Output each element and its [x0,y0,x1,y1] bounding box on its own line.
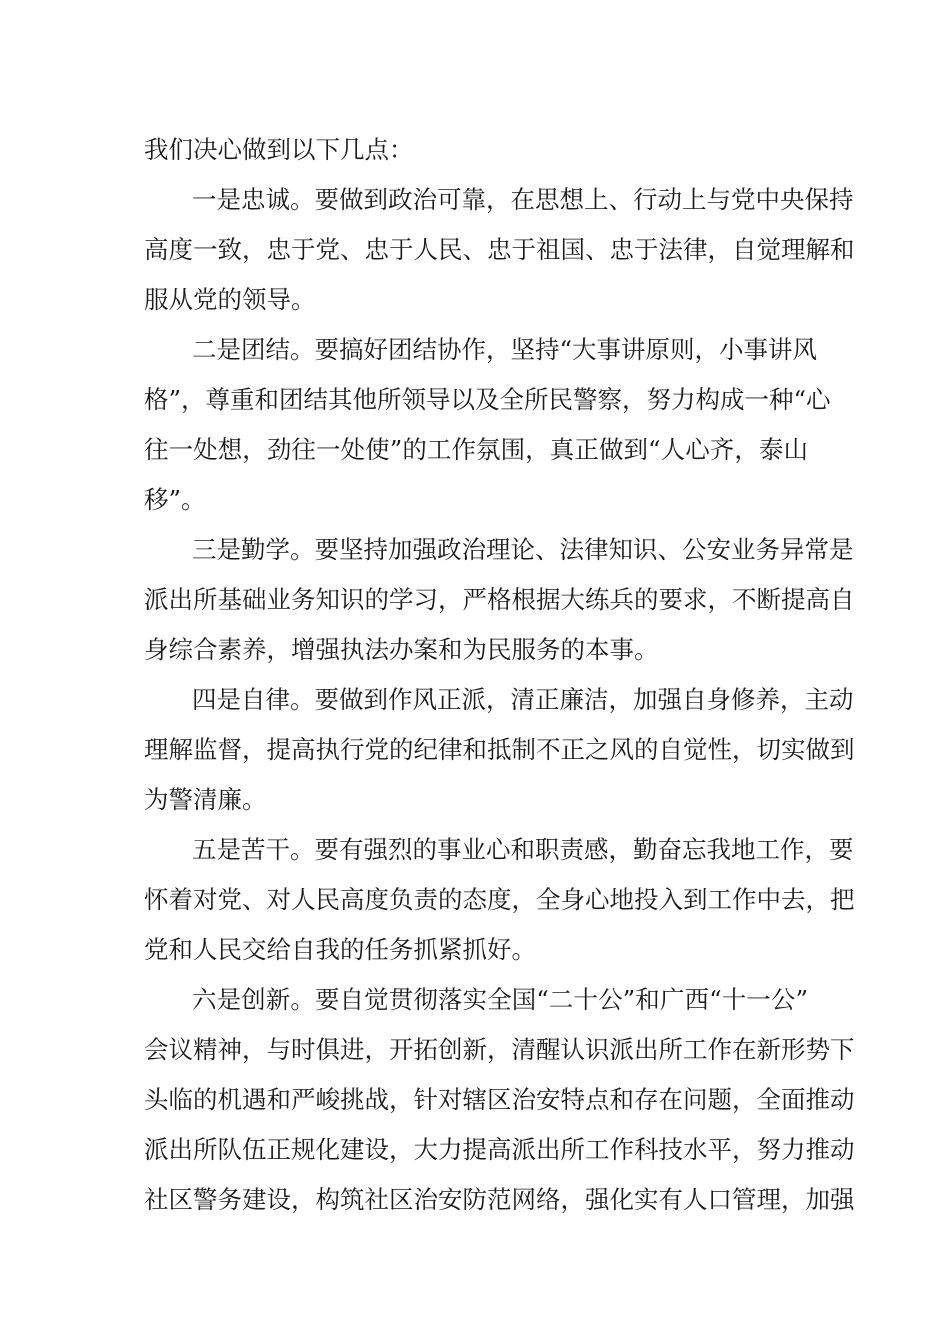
text-line: 会议精神，与时俱进，开拓创新，清醒认识派出所工作在新形势下 [144,1035,855,1064]
text-line: 四是自律。要做到作风正派，清正廉洁，加强自身修养，主动 [192,685,854,714]
text-line: 往一处想，劲往一处使”的工作氛围，真正做到“人心齐，泰山 [144,435,808,464]
text-line: 怀着对党、对人民高度负责的态度，全身心地投入到工作中去，把 [144,885,855,914]
text-line: 社区警务建设，构筑社区治安防范网络，强化实有人口管理，加强 [144,1185,855,1214]
text-line: 身综合素养，增强执法办案和为民服务的本事。 [144,635,659,664]
text-line: 三是勤学。要坚持加强政治理论、法律知识、公安业务异常是 [192,535,854,564]
text-line: 格”，尊重和团结其他所领导以及全所民警察，努力构成一种“心 [144,385,831,414]
text-line: 六是创新。要自觉贯彻落实全国“二十公”和广西“十一公” [192,985,808,1014]
text-line: 移”。 [144,485,206,514]
text-line: 党和人民交给自我的任务抓紧抓好。 [144,935,536,964]
text-line: 为警清廉。 [144,785,267,814]
text-line: 派出所基础业务知识的学习，严格根据大练兵的要求，不断提高自 [144,585,855,614]
text-line: 我们决心做到以下几点： [144,135,414,164]
text-line: 一是忠诚。要做到政治可靠，在思想上、行动上与党中央保持 [192,185,854,214]
text-line: 服从党的领导。 [144,285,316,314]
text-line: 派出所队伍正规化建设，大力提高派出所工作科技水平，努力推动 [144,1135,855,1164]
text-line: 五是苦干。要有强烈的事业心和职责感，勤奋忘我地工作，要 [192,835,854,864]
text-line: 二是团结。要搞好团结协作，坚持“大事讲原则，小事讲风 [192,335,818,364]
text-line: 理解监督，提高执行党的纪律和抵制不正之风的自觉性，切实做到 [144,735,855,764]
text-line: 高度一致，忠于党、忠于人民、忠于祖国、忠于法律，自觉理解和 [144,235,855,264]
text-line: 头临的机遇和严峻挑战，针对辖区治安特点和存在问题，全面推动 [144,1085,855,1114]
